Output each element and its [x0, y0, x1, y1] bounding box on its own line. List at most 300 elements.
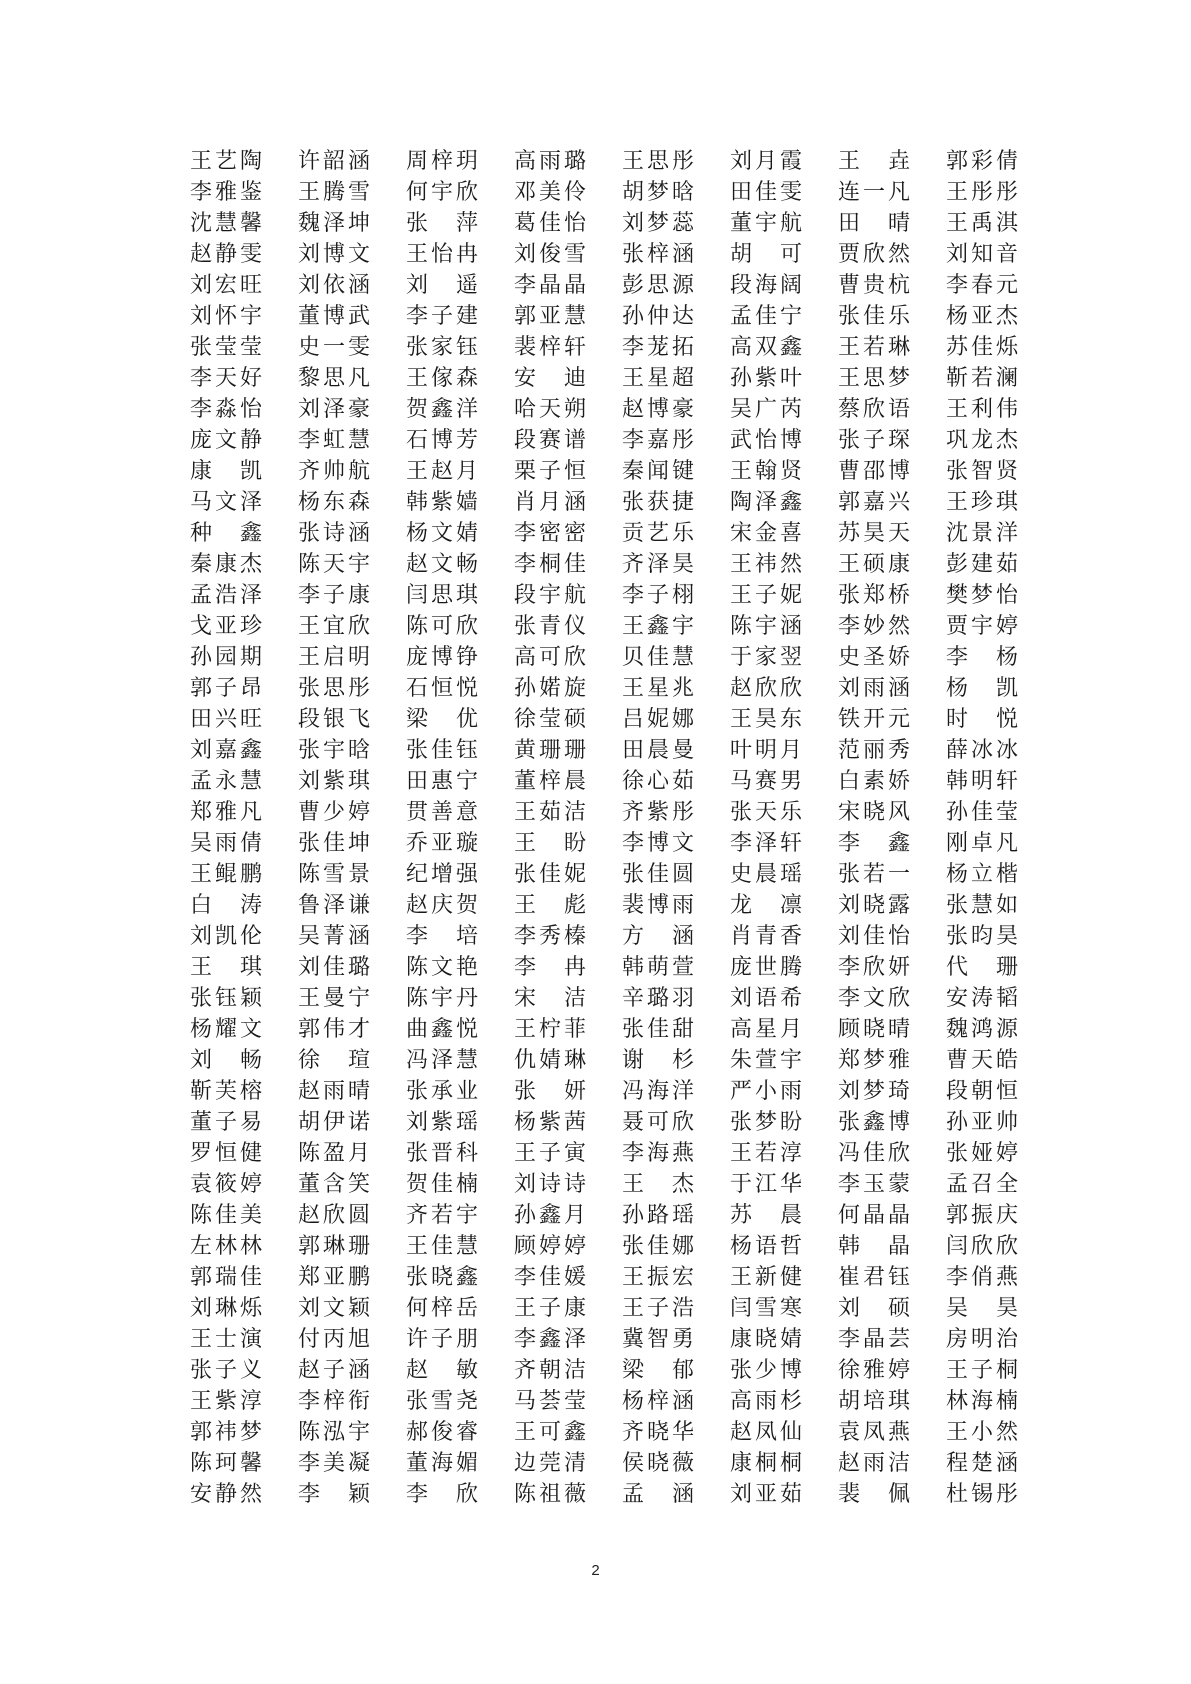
- name-cell: [730, 1076, 838, 1107]
- name-row: [190, 394, 1030, 425]
- name-text: 张智贤: [946, 459, 1018, 484]
- name-text: 马荟莹: [514, 1389, 586, 1414]
- name-text: 王艺陶: [190, 149, 262, 174]
- name-text: 王翰贤: [730, 459, 802, 484]
- name-text: 张获捷: [622, 490, 694, 515]
- name-row: [190, 208, 1030, 239]
- name-cell: [298, 611, 406, 642]
- name-cell: [730, 952, 838, 983]
- name-text: 孙鑫月: [514, 1203, 586, 1228]
- name-text: 刘紫琪: [298, 769, 370, 794]
- name-text: 王子妮: [730, 583, 802, 608]
- name-text: 杨亚杰: [946, 304, 1018, 329]
- name-cell: [838, 983, 946, 1014]
- name-cell: [838, 518, 946, 549]
- name-text: 张佳乐: [838, 304, 910, 329]
- name-cell: [622, 456, 730, 487]
- name-cell: [946, 425, 1026, 456]
- name-text: 张佳坤: [298, 831, 370, 856]
- name-cell: [730, 642, 838, 673]
- name-cell: [406, 1262, 514, 1293]
- name-text: 曹少婷: [298, 800, 370, 825]
- name-text: 魏鸿源: [946, 1017, 1018, 1042]
- name-cell: [190, 332, 298, 363]
- name-cell: [622, 1417, 730, 1448]
- name-text: 董含笑: [298, 1172, 370, 1197]
- name-text: 纪增强: [406, 862, 478, 887]
- name-cell: [298, 208, 406, 239]
- name-cell: [622, 270, 730, 301]
- name-text: 冯佳欣: [838, 1141, 910, 1166]
- name-row: [190, 1448, 1030, 1479]
- name-text: 李欣妍: [838, 955, 910, 980]
- name-text: 刘怀宇: [190, 304, 262, 329]
- name-row: [190, 1231, 1030, 1262]
- name-row: [190, 301, 1030, 332]
- name-cell: [622, 1448, 730, 1479]
- name-text: 赵凤仙: [730, 1420, 802, 1445]
- name-cell: [838, 735, 946, 766]
- name-text: 郑梦雅: [838, 1048, 910, 1073]
- name-text: 胡梦晗: [622, 180, 694, 205]
- name-cell: [838, 1231, 946, 1262]
- name-text: 范丽秀: [838, 738, 910, 763]
- name-row: [190, 704, 1030, 735]
- name-text: 张子义: [190, 1358, 262, 1383]
- name-cell: [622, 859, 730, 890]
- name-text: 崔君钰: [838, 1265, 910, 1290]
- name-text: 张郑桥: [838, 583, 910, 608]
- name-cell: [946, 1231, 1026, 1262]
- name-text: 刘依涵: [298, 273, 370, 298]
- name-text: 宋晓风: [838, 800, 910, 825]
- name-text: 孙仲达: [622, 304, 694, 329]
- name-text: 康桐桐: [730, 1451, 802, 1476]
- name-cell: [946, 1386, 1026, 1417]
- name-text: 徐 瑄: [298, 1048, 370, 1073]
- name-cell: [622, 580, 730, 611]
- name-cell: [406, 208, 514, 239]
- name-text: 曹天皓: [946, 1048, 1018, 1073]
- name-cell: [298, 1014, 406, 1045]
- name-cell: [946, 1479, 1026, 1510]
- name-text: 王傢森: [406, 366, 478, 391]
- name-text: 曲鑫悦: [406, 1017, 478, 1042]
- name-row: [190, 735, 1030, 766]
- name-cell: [298, 890, 406, 921]
- name-text: 张昀昊: [946, 924, 1018, 949]
- name-cell: [190, 363, 298, 394]
- name-cell: [190, 673, 298, 704]
- name-text: 梁 优: [406, 707, 478, 732]
- name-row: [190, 1262, 1030, 1293]
- name-row: [190, 270, 1030, 301]
- name-text: 鲁泽谦: [298, 893, 370, 918]
- name-cell: [298, 301, 406, 332]
- name-text: 孙佳莹: [946, 800, 1018, 825]
- name-text: 郭嘉兴: [838, 490, 910, 515]
- name-cell: [946, 642, 1026, 673]
- name-cell: [514, 1045, 622, 1076]
- name-text: 张梓涵: [622, 242, 694, 267]
- name-cell: [838, 332, 946, 363]
- name-text: 罗恒健: [190, 1141, 262, 1166]
- name-cell: [190, 425, 298, 456]
- name-text: 曹邵博: [838, 459, 910, 484]
- name-text: 魏泽坤: [298, 211, 370, 236]
- name-text: 徐雅婷: [838, 1358, 910, 1383]
- name-text: 葛佳怡: [514, 211, 586, 236]
- name-text: 段银飞: [298, 707, 370, 732]
- name-text: 郑雅凡: [190, 800, 262, 825]
- name-cell: [406, 704, 514, 735]
- name-text: 肖月涵: [514, 490, 586, 515]
- name-cell: [514, 549, 622, 580]
- name-cell: [406, 487, 514, 518]
- name-cell: [838, 828, 946, 859]
- name-cell: [298, 425, 406, 456]
- name-cell: [838, 642, 946, 673]
- name-cell: [838, 859, 946, 890]
- name-cell: [298, 983, 406, 1014]
- name-text: 胡伊诺: [298, 1110, 370, 1135]
- name-text: 胡 可: [730, 242, 802, 267]
- name-text: 徐心茹: [622, 769, 694, 794]
- name-text: 裴 佩: [838, 1482, 910, 1507]
- name-text: 王 琪: [190, 955, 262, 980]
- name-cell: [298, 239, 406, 270]
- name-text: 刘佳怡: [838, 924, 910, 949]
- name-cell: [514, 1076, 622, 1107]
- name-cell: [298, 394, 406, 425]
- name-cell: [514, 1169, 622, 1200]
- name-row: [190, 518, 1030, 549]
- name-text: 冯海洋: [622, 1079, 694, 1104]
- name-cell: [298, 1386, 406, 1417]
- name-text: 贺鑫洋: [406, 397, 478, 422]
- name-text: 王士演: [190, 1327, 262, 1352]
- name-text: 戈亚珍: [190, 614, 262, 639]
- name-cell: [298, 1076, 406, 1107]
- name-text: 徐莹硕: [514, 707, 586, 732]
- name-cell: [838, 1014, 946, 1045]
- name-row: [190, 146, 1030, 177]
- name-cell: [622, 921, 730, 952]
- name-cell: [406, 1417, 514, 1448]
- name-text: 吴 昊: [946, 1296, 1018, 1321]
- name-text: 陈泓宇: [298, 1420, 370, 1445]
- name-cell: [298, 1045, 406, 1076]
- name-row: [190, 797, 1030, 828]
- name-text: 赵文畅: [406, 552, 478, 577]
- name-text: 陈祖薇: [514, 1482, 586, 1507]
- name-text: 白素娇: [838, 769, 910, 794]
- name-cell: [622, 363, 730, 394]
- name-cell: [298, 642, 406, 673]
- name-cell: [622, 1045, 730, 1076]
- name-cell: [730, 549, 838, 580]
- name-text: 张佳圆: [622, 862, 694, 887]
- name-cell: [946, 1262, 1026, 1293]
- name-cell: [190, 1169, 298, 1200]
- name-text: 高雨璐: [514, 149, 586, 174]
- name-cell: [622, 642, 730, 673]
- name-cell: [190, 983, 298, 1014]
- name-cell: [514, 952, 622, 983]
- name-text: 时 悦: [946, 707, 1018, 732]
- name-text: 陈天宇: [298, 552, 370, 577]
- name-cell: [946, 859, 1026, 890]
- name-text: 安涛韬: [946, 986, 1018, 1011]
- name-cell: [622, 1076, 730, 1107]
- name-text: 李嘉彤: [622, 428, 694, 453]
- name-text: 杨梓涵: [622, 1389, 694, 1414]
- name-row: [190, 1324, 1030, 1355]
- name-cell: [730, 425, 838, 456]
- name-cell: [514, 1293, 622, 1324]
- name-text: 王宜欣: [298, 614, 370, 639]
- name-cell: [298, 1324, 406, 1355]
- name-cell: [298, 797, 406, 828]
- name-cell: [946, 1045, 1026, 1076]
- name-cell: [946, 518, 1026, 549]
- name-text: 李 欣: [406, 1482, 478, 1507]
- name-text: 李虹慧: [298, 428, 370, 453]
- name-row: [190, 828, 1030, 859]
- name-cell: [514, 456, 622, 487]
- name-cell: [838, 425, 946, 456]
- name-text: 张宇晗: [298, 738, 370, 763]
- name-cell: [946, 921, 1026, 952]
- name-text: 陈可欣: [406, 614, 478, 639]
- name-cell: [406, 642, 514, 673]
- name-cell: [838, 1324, 946, 1355]
- name-text: 庞世腾: [730, 955, 802, 980]
- name-cell: [730, 1200, 838, 1231]
- name-text: 刘佳璐: [298, 955, 370, 980]
- name-cell: [730, 890, 838, 921]
- name-text: 高星月: [730, 1017, 802, 1042]
- name-cell: [730, 673, 838, 704]
- name-cell: [406, 766, 514, 797]
- name-cell: [730, 363, 838, 394]
- name-text: 林海楠: [946, 1389, 1018, 1414]
- name-text: 张诗涵: [298, 521, 370, 546]
- name-text: 何梓岳: [406, 1296, 478, 1321]
- name-text: 刘紫瑶: [406, 1110, 478, 1135]
- name-cell: [406, 1138, 514, 1169]
- name-cell: [514, 270, 622, 301]
- name-text: 刘 遥: [406, 273, 478, 298]
- name-text: 郭伟才: [298, 1017, 370, 1042]
- name-text: 田晨曼: [622, 738, 694, 763]
- name-cell: [190, 704, 298, 735]
- name-text: 张承业: [406, 1079, 478, 1104]
- name-cell: [514, 394, 622, 425]
- name-text: 韩 晶: [838, 1234, 910, 1259]
- name-cell: [298, 580, 406, 611]
- name-cell: [190, 1107, 298, 1138]
- name-cell: [946, 456, 1026, 487]
- name-cell: [406, 797, 514, 828]
- name-cell: [298, 146, 406, 177]
- name-cell: [946, 673, 1026, 704]
- name-text: 张鑫博: [838, 1110, 910, 1135]
- name-text: 刘琳烁: [190, 1296, 262, 1321]
- name-cell: [838, 363, 946, 394]
- name-text: 李天好: [190, 366, 262, 391]
- name-text: 苏佳烁: [946, 335, 1018, 360]
- name-text: 田佳雯: [730, 180, 802, 205]
- name-text: 王子桐: [946, 1358, 1018, 1383]
- name-cell: [730, 1262, 838, 1293]
- name-cell: [730, 1355, 838, 1386]
- name-cell: [838, 394, 946, 425]
- name-cell: [730, 270, 838, 301]
- name-cell: [406, 270, 514, 301]
- name-cell: [406, 518, 514, 549]
- name-cell: [838, 487, 946, 518]
- name-text: 房明治: [946, 1327, 1018, 1352]
- name-cell: [514, 487, 622, 518]
- name-row: [190, 1107, 1030, 1138]
- name-cell: [730, 735, 838, 766]
- name-row: [190, 983, 1030, 1014]
- name-cell: [514, 1231, 622, 1262]
- name-text: 方 涵: [622, 924, 694, 949]
- name-text: 孙婼旋: [514, 676, 586, 701]
- name-cell: [406, 363, 514, 394]
- name-cell: [730, 1293, 838, 1324]
- name-cell: [406, 1107, 514, 1138]
- name-text: 刘宏旺: [190, 273, 262, 298]
- name-cell: [514, 859, 622, 890]
- name-text: 刘亚茹: [730, 1482, 802, 1507]
- name-text: 苏 晨: [730, 1203, 802, 1228]
- name-cell: [298, 859, 406, 890]
- name-text: 孙紫叶: [730, 366, 802, 391]
- name-text: 康晓婧: [730, 1327, 802, 1352]
- name-cell: [838, 1138, 946, 1169]
- name-text: 陈珂馨: [190, 1451, 262, 1476]
- name-text: 齐朝洁: [514, 1358, 586, 1383]
- name-cell: [622, 239, 730, 270]
- name-text: 孟佳宁: [730, 304, 802, 329]
- name-cell: [514, 828, 622, 859]
- name-cell: [730, 611, 838, 642]
- name-row: [190, 580, 1030, 611]
- name-text: 李子康: [298, 583, 370, 608]
- name-cell: [298, 735, 406, 766]
- name-text: 段宇航: [514, 583, 586, 608]
- name-cell: [730, 1107, 838, 1138]
- name-cell: [622, 797, 730, 828]
- name-text: 李 颖: [298, 1482, 370, 1507]
- name-cell: [514, 208, 622, 239]
- name-cell: [406, 1200, 514, 1231]
- name-text: 郭亚慧: [514, 304, 586, 329]
- name-text: 史一雯: [298, 335, 370, 360]
- name-text: 王佳慧: [406, 1234, 478, 1259]
- name-cell: [622, 1386, 730, 1417]
- name-text: 仇婧琳: [514, 1048, 586, 1073]
- name-cell: [514, 673, 622, 704]
- name-text: 孟永慧: [190, 769, 262, 794]
- name-cell: [838, 1448, 946, 1479]
- name-cell: [730, 580, 838, 611]
- name-cell: [622, 1200, 730, 1231]
- name-cell: [514, 797, 622, 828]
- name-text: 辛璐羽: [622, 986, 694, 1011]
- name-text: 李秀榛: [514, 924, 586, 949]
- name-text: 高双鑫: [730, 335, 802, 360]
- name-row: [190, 890, 1030, 921]
- name-text: 王启明: [298, 645, 370, 670]
- name-cell: [946, 1324, 1026, 1355]
- name-text: 李玉蒙: [838, 1172, 910, 1197]
- name-cell: [730, 1138, 838, 1169]
- name-cell: [946, 239, 1026, 270]
- name-cell: [190, 394, 298, 425]
- name-text: 王 彪: [514, 893, 586, 918]
- name-cell: [190, 239, 298, 270]
- name-row: [190, 363, 1030, 394]
- name-cell: [730, 146, 838, 177]
- name-cell: [838, 456, 946, 487]
- name-cell: [946, 1293, 1026, 1324]
- name-cell: [514, 1107, 622, 1138]
- name-cell: [730, 1324, 838, 1355]
- name-text: 闫思琪: [406, 583, 478, 608]
- name-text: 张莹莹: [190, 335, 262, 360]
- name-cell: [514, 1014, 622, 1045]
- name-text: 李茏拓: [622, 335, 694, 360]
- name-text: 闫雪寒: [730, 1296, 802, 1321]
- name-text: 刘梦蕊: [622, 211, 694, 236]
- name-cell: [406, 921, 514, 952]
- name-text: 张佳娜: [622, 1234, 694, 1259]
- name-cell: [838, 611, 946, 642]
- name-row: [190, 549, 1030, 580]
- name-text: 田 晴: [838, 211, 910, 236]
- name-cell: [406, 456, 514, 487]
- name-text: 彭建茹: [946, 552, 1018, 577]
- name-cell: [514, 301, 622, 332]
- name-text: 石博芳: [406, 428, 478, 453]
- name-row: [190, 859, 1030, 890]
- name-cell: [730, 301, 838, 332]
- name-row: [190, 921, 1030, 952]
- name-cell: [514, 890, 622, 921]
- name-text: 齐若宇: [406, 1203, 478, 1228]
- name-cell: [946, 1200, 1026, 1231]
- name-text: 王昊东: [730, 707, 802, 732]
- name-text: 贡艺乐: [622, 521, 694, 546]
- name-cell: [622, 146, 730, 177]
- name-text: 高可欣: [514, 645, 586, 670]
- name-cell: [298, 921, 406, 952]
- name-cell: [514, 921, 622, 952]
- name-text: 庞文静: [190, 428, 262, 453]
- name-text: 贾宇婷: [946, 614, 1018, 639]
- name-cell: [838, 1076, 946, 1107]
- name-cell: [838, 797, 946, 828]
- name-cell: [622, 983, 730, 1014]
- name-text: 王利伟: [946, 397, 1018, 422]
- name-cell: [514, 735, 622, 766]
- name-cell: [622, 1293, 730, 1324]
- name-text: 巩龙杰: [946, 428, 1018, 453]
